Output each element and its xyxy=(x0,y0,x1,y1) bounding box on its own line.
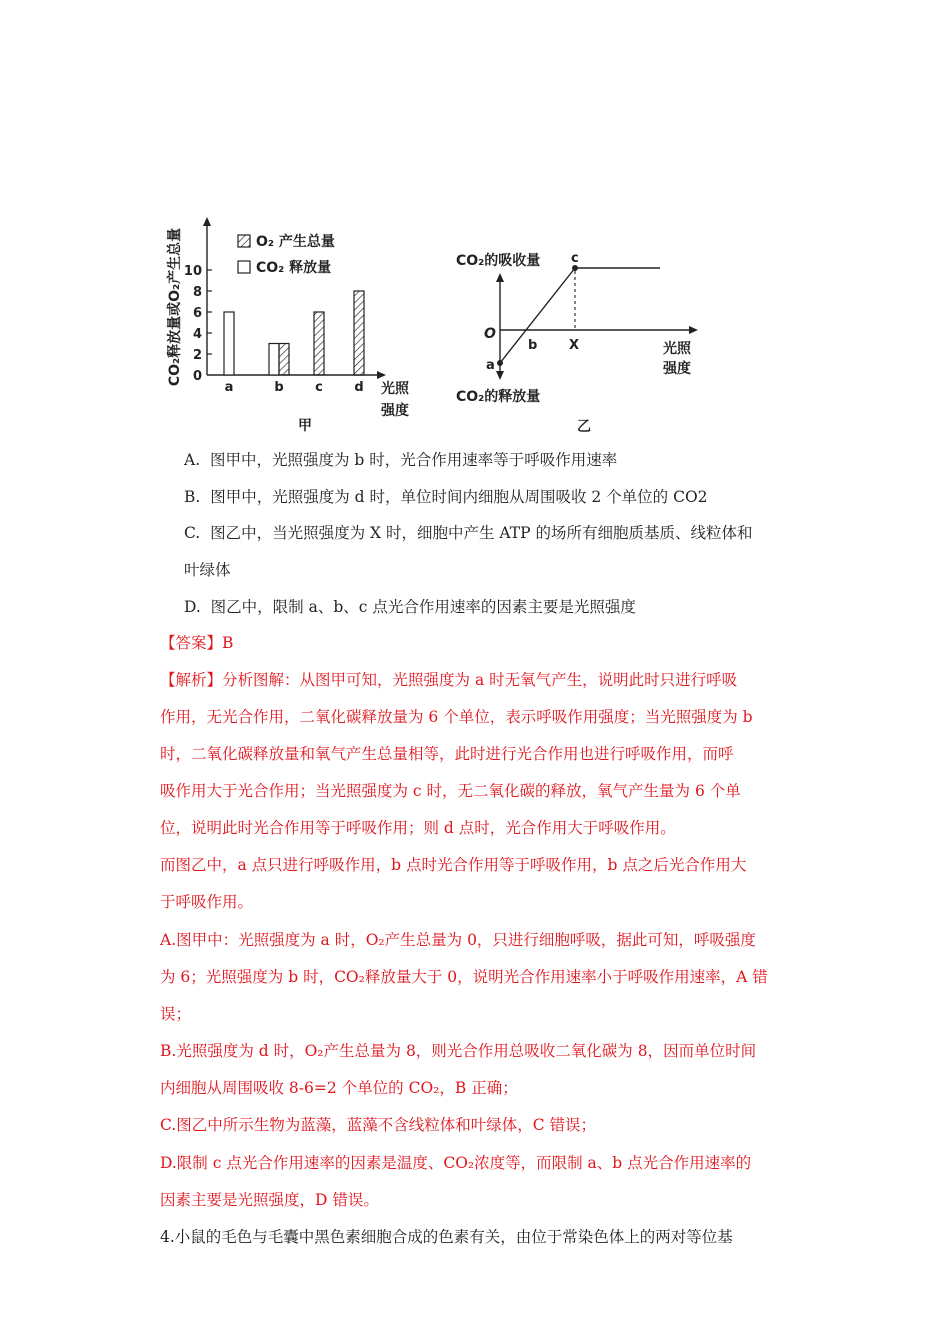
option-d xyxy=(184,597,636,617)
legend-label-co2: CO₂ 释放量 xyxy=(256,260,332,276)
jia-category-label-c: c xyxy=(315,380,323,395)
option-a-letter: A. xyxy=(184,451,201,469)
jia-y-tick-label: 10 xyxy=(183,264,202,279)
next-question: 4.小鼠的毛色与毛囊中黑色素细胞合成的色素有关，由位于常染色体上的两对等位基 xyxy=(160,1228,733,1246)
bar-o2-b xyxy=(279,344,289,376)
analysis-line-7: 于呼吸作用。 xyxy=(160,893,254,911)
option-d-text: 图乙中，限制 a、b、c 点光合作用速率的因素主要是光照强度 xyxy=(210,598,636,616)
jia-y-tick-label: 4 xyxy=(192,327,202,342)
yi-x-label-line2: 强度 xyxy=(663,361,691,377)
yi-point-a xyxy=(497,360,503,366)
analysis-line-13: C.图乙中所示生物为蓝藻，蓝藻不含线粒体和叶绿体，C 错误； xyxy=(160,1116,597,1134)
jia-category-label-a: a xyxy=(224,380,234,395)
bar-co2-b xyxy=(269,344,279,376)
bar-o2-c xyxy=(314,312,324,375)
analysis-text-1: 分析图解：从图甲可知，光照强度为 a 时无氧气产生，说明此时只进行呼吸 xyxy=(222,671,738,689)
jia-y-axis-label: CO₂释放量或O₂产生总量 xyxy=(167,227,183,387)
jia-y-tick-label: 2 xyxy=(192,348,202,363)
jia-x-arrow xyxy=(377,371,386,379)
yi-origin-label: O xyxy=(484,326,496,342)
analysis-line-14: D.限制 c 点光合作用速率的因素是温度、CO₂浓度等，而限制 a、b 点光合作用速率的 xyxy=(160,1154,752,1172)
yi-y-bottom-label: CO₂的释放量 xyxy=(456,389,541,405)
analysis-tag: 【解析】 xyxy=(160,671,223,689)
analysis-line-12: 内细胞从周围吸收 8-6=2 个单位的 CO₂，B 正确； xyxy=(160,1079,518,1097)
analysis-line-6: 而图乙中，a 点只进行呼吸作用，b 点时光合作用等于呼吸作用，b 点之后光合作用大 xyxy=(160,856,747,874)
jia-category-label-b: b xyxy=(274,380,284,395)
analysis-line-4: 吸作用大于光合作用；当光照强度为 c 时，无二氧化碳的释放，氧气产生量为 6 个单 xyxy=(160,782,741,800)
option-b-text: 图甲中，光照强度为 d 时，单位时间内细胞从周围吸收 2 个单位的 CO2 xyxy=(210,488,708,506)
chart-jia xyxy=(166,217,410,434)
analysis-line-3: 时，二氧化碳释放量和氧气产生总量相等，此时进行光合作用也进行呼吸作用，而呼 xyxy=(160,745,734,763)
analysis-line-9: 为 6；光照强度为 b 时，CO₂释放量大于 0，说明光合作用速率小于呼吸作用速率，A 错 xyxy=(160,968,768,986)
option-a xyxy=(184,450,617,470)
answer-line xyxy=(160,633,233,653)
jia-y-arrow xyxy=(203,217,211,226)
yi-y-arrow-up xyxy=(496,273,504,282)
option-b xyxy=(184,487,708,507)
option-a-text: 图甲中，光照强度为 b 时，光合作用速率等于呼吸作用速率 xyxy=(209,451,618,469)
analysis-line-10: 误； xyxy=(160,1005,192,1023)
legend-label-o2: O₂ 产生总量 xyxy=(256,234,335,250)
analysis-line-8: A.图甲中：光照强度为 a 时，O₂产生总量为 0，只进行细胞呼吸，据此可知，呼吸强度 xyxy=(160,931,756,949)
jia-category-label-d: d xyxy=(354,380,364,395)
yi-label-a: a xyxy=(486,358,495,373)
jia-y-tick-label: 8 xyxy=(192,285,202,300)
yi-label-x: X xyxy=(569,338,580,353)
yi-y-arrow-down xyxy=(496,371,504,380)
chart-yi xyxy=(456,251,698,435)
option-c xyxy=(184,523,752,543)
jia-y-tick-label: 6 xyxy=(192,306,202,321)
jia-x-label-line1: 光照 xyxy=(381,381,409,397)
analysis-line-11: B.光照强度为 d 时，O₂产生总量为 8，则光合作用总吸收二氧化碳为 8，因而单位时间 xyxy=(160,1042,757,1060)
yi-label-c: c xyxy=(571,251,579,266)
analysis-line-15: 因素主要是光照强度，D 错误。 xyxy=(160,1191,379,1209)
answer-tag: 【答案】 xyxy=(160,634,223,652)
jia-caption: 甲 xyxy=(298,418,312,434)
jia-bars xyxy=(224,291,364,395)
legend-empty-swatch xyxy=(238,261,250,273)
figure-panel xyxy=(155,205,715,435)
yi-caption: 乙 xyxy=(577,419,591,435)
option-c-letter: C. xyxy=(184,524,201,542)
jia-legend xyxy=(238,233,335,276)
analysis-line-1 xyxy=(160,670,737,690)
yi-label-b: b xyxy=(528,338,538,353)
jia-x-label-line2: 强度 xyxy=(381,403,409,419)
analysis-line-2: 作用，无光合作用，二氧化碳释放量为 6 个单位，表示呼吸作用强度；当光照强度为 b xyxy=(160,708,753,726)
option-b-letter: B. xyxy=(184,488,201,506)
option-c-continued: 叶绿体 xyxy=(184,561,231,579)
bar-o2-d xyxy=(354,291,364,375)
jia-y-tick-label: 0 xyxy=(192,369,202,384)
option-d-letter: D. xyxy=(184,598,201,616)
figure-svg xyxy=(155,205,715,435)
answer-value: B xyxy=(222,634,234,652)
legend-hatched-swatch xyxy=(238,235,250,247)
yi-curve-rising xyxy=(500,268,575,363)
yi-x-arrow xyxy=(689,326,698,334)
analysis-line-5: 位，说明此时光合作用等于呼吸作用；则 d 点时，光合作用大于呼吸作用。 xyxy=(160,819,676,837)
option-c-text: 图乙中，当光照强度为 X 时，细胞中产生 ATP 的场所有细胞质基质、线粒体和 xyxy=(210,524,753,542)
yi-x-label-line1: 光照 xyxy=(663,341,691,357)
bar-co2-a xyxy=(224,312,234,375)
yi-y-top-label: CO₂的吸收量 xyxy=(456,253,541,269)
